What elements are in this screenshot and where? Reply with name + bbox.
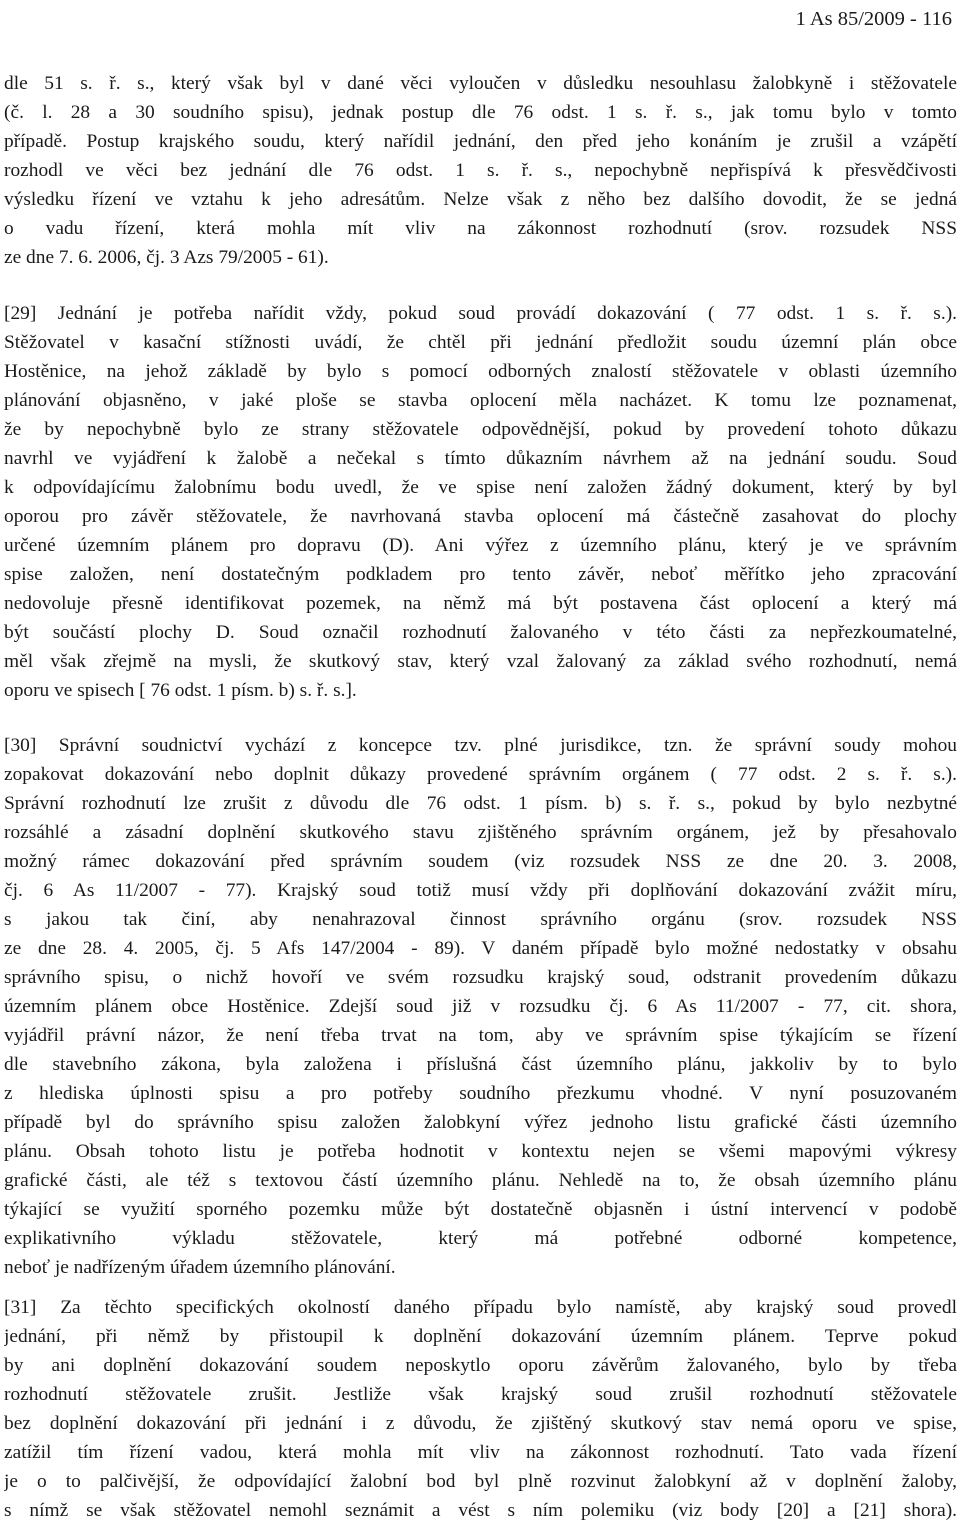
text-line: plánu. Obsah tohoto listu je potřeba hodnotit v kontextu nejen se všemi mapovými výkresy bbox=[4, 1141, 957, 1162]
text-line: oporou pro závěr stěžovatele, že navrhovaná stavba oplocení má částečně zasahovat do plochy bbox=[4, 506, 957, 527]
text-line: výsledku řízení ve vztahu k jeho adresátům. Nelze však z něho bez dalšího dovodit, že se jedná bbox=[4, 189, 957, 210]
text-line: Správní rozhodnutí lze zrušit z důvodu dle 76 odst. 1 písm. b) s. ř. s., pokud by bylo nezbytné bbox=[4, 793, 957, 814]
text-line: určené územním plánem pro dopravu (D). Ani výřez z územního plánu, který je ve správním bbox=[4, 535, 957, 556]
text-line: zatížil tím řízení vadou, která mohla mít vliv na zákonnost rozhodnutí. Tato vada řízení bbox=[4, 1442, 957, 1463]
text-line: ze dne 28. 4. 2005, čj. 5 Afs 147/2004 - 89). V daném případě bylo možné nedostatky v obsahu bbox=[4, 938, 957, 959]
text-line: s nímž se však stěžovatel nemohl seznámit a vést s ním polemiku (viz body [20] a [21] shora). bbox=[4, 1500, 957, 1521]
text-line: Hostěnice, na jehož základě by bylo s pomocí odborných znalostí stěžovatele v oblasti územního bbox=[4, 361, 957, 382]
text-line: oporu ve spisech [ 76 odst. 1 písm. b) s. ř. s.]. bbox=[4, 680, 357, 701]
paragraph-first-line: [31] Za těchto specifických okolností daného případu bylo namístě, aby krajský soud provedl bbox=[4, 1297, 957, 1318]
text-line: měl však zřejmě na mysli, že skutkový stav, který vzal žalovaný za základ svého rozhodnutí, nemá bbox=[4, 651, 957, 672]
text-line: zopakovat dokazování nebo doplnit důkazy provedené správním orgánem ( 77 odst. 2 s. ř. s.). bbox=[4, 764, 957, 785]
text-line: nedovoluje přesně identifikovat pozemek, na němž má být postavena část oplocení a který má bbox=[4, 593, 957, 614]
text-line: z hlediska úplnosti spisu a pro potřeby soudního přezkumu vhodné. V nyní posuzovaném bbox=[4, 1083, 957, 1104]
text-line: neboť je nadřízeným úřadem územního plánování. bbox=[4, 1257, 396, 1278]
text-line: by ani doplnění dokazování soudem neposkytlo oporu závěrům žalovaného, bylo by třeba bbox=[4, 1355, 957, 1376]
text-line: čj. 6 As 11/2007 - 77). Krajský soud totiž musí vždy při doplňování dokazování zvážit míru, bbox=[4, 880, 957, 901]
text-line: rozhodl ve věci bez jednání dle 76 odst. 1 s. ř. s., nepochybně nepřispívá k přesvědčivosti bbox=[4, 160, 957, 181]
text-line: rozhodnutí stěžovatele zrušit. Jestliže však krajský soud zrušil rozhodnutí stěžovatele bbox=[4, 1384, 957, 1405]
text-line: jednání, při němž by přistoupil k doplnění dokazování územním plánem. Teprve pokud bbox=[4, 1326, 957, 1347]
text-line: územním plánem obce Hostěnice. Zdejší soud již v rozsudku čj. 6 As 11/2007 - 77, cit. shora, bbox=[4, 996, 957, 1017]
text-line: bez doplnění dokazování při jednání i z důvodu, že zjištěný skutkový stav nemá oporu ve spise, bbox=[4, 1413, 957, 1434]
text-line: dle 51 s. ř. s., který však byl v dané věci vyloučen v důsledku nesouhlasu žalobkyně i stěžovatele bbox=[4, 73, 957, 94]
text-line: grafické části, ale též s textovou částí územního plánu. Nehledě na to, že obsah územního plánu bbox=[4, 1170, 957, 1191]
text-line: ze dne 7. 6. 2006, čj. 3 Azs 79/2005 - 61). bbox=[4, 247, 329, 268]
text-line: správního spisu, o nichž hovoří ve svém rozsudku krajský soud, odstranit provedením důkazu bbox=[4, 967, 957, 988]
text-line: týkající se využití sporného pozemku může být dostatečně objasněn i ústní intervencí v podobě bbox=[4, 1199, 957, 1220]
text-line: být součástí plochy D. Soud označil rozhodnutí žalovaného v této části za nepřezkoumatelné, bbox=[4, 622, 957, 643]
paragraph-30 bbox=[4, 731, 957, 1282]
text-line: vyjádřil právní názor, že není třeba trvat na tom, aby ve správním spise týkajícím se řízení bbox=[4, 1025, 957, 1046]
paragraph-28-continued bbox=[4, 69, 957, 272]
text-line: že by nepochybně bylo ze strany stěžovatele odpovědnější, pokud by provedení tohoto důkazu bbox=[4, 419, 957, 440]
text-line: plánování objasněno, v jaké ploše se stavba oplocení měla nacházet. K tomu lze poznamenat, bbox=[4, 390, 957, 411]
text-line: navrhl ve vyjádření k žalobě a nečekal s tímto důkazním návrhem až na jednání soudu. Soud bbox=[4, 448, 957, 469]
paragraph-29 bbox=[4, 299, 957, 705]
text-line: explikativního výkladu stěžovatele, který má potřebné odborné kompetence, bbox=[4, 1228, 957, 1249]
text-line: (č. l. 28 a 30 soudního spisu), jednak postup dle 76 odst. 1 s. ř. s., jak tomu bylo v tomto bbox=[4, 102, 957, 123]
text-line: případě byl do správního spisu založen žalobkyní výřez jednoho listu grafické části územního bbox=[4, 1112, 957, 1133]
text-line: spise založen, není dostatečným podkladem pro tento závěr, neboť měřítko jeho zpracování bbox=[4, 564, 957, 585]
text-line: Stěžovatel v kasační stížnosti uvádí, že chtěl při jednání předložit soudu územní plán obce bbox=[4, 332, 957, 353]
paragraph-first-line: [29] Jednání je potřeba nařídit vždy, pokud soud provádí dokazování ( 77 odst. 1 s. ř. s.). bbox=[4, 303, 957, 324]
text-line: s jakou tak činí, aby nenahrazoval činnost správního orgánu (srov. rozsudek NSS bbox=[4, 909, 957, 930]
text-line: možný rámec dokazování před správním soudem (viz rozsudek NSS ze dne 20. 3. 2008, bbox=[4, 851, 957, 872]
text-line: dle stavebního zákona, byla založena i příslušná část územního plánu, jakkoliv by to bylo bbox=[4, 1054, 957, 1075]
paragraph-31 bbox=[4, 1293, 957, 1525]
text-line: k odpovídajícímu žalobnímu bodu uvedl, že ve spise není založen žádný dokument, který by byl bbox=[4, 477, 957, 498]
text-line: o vadu řízení, která mohla mít vliv na zákonnost rozhodnutí (srov. rozsudek NSS bbox=[4, 218, 957, 239]
text-line: je o to palčivější, že odpovídající žalobní bod byl plně rozvinut žalobkyní až v doplnění žaloby, bbox=[4, 1471, 957, 1492]
paragraph-first-line: [30] Správní soudnictví vychází z koncepce tzv. plné jurisdikce, tzn. že správní soudy mohou bbox=[4, 735, 957, 756]
text-line: případě. Postup krajského soudu, který nařídil jednání, den před jeho konáním je zrušil a vzápětí bbox=[4, 131, 957, 152]
case-reference: 1 As 85/2009 - 116 bbox=[795, 8, 952, 30]
text-line: rozsáhlé a zásadní doplnění skutkového stavu zjištěného správním orgánem, jež by přesahovalo bbox=[4, 822, 957, 843]
